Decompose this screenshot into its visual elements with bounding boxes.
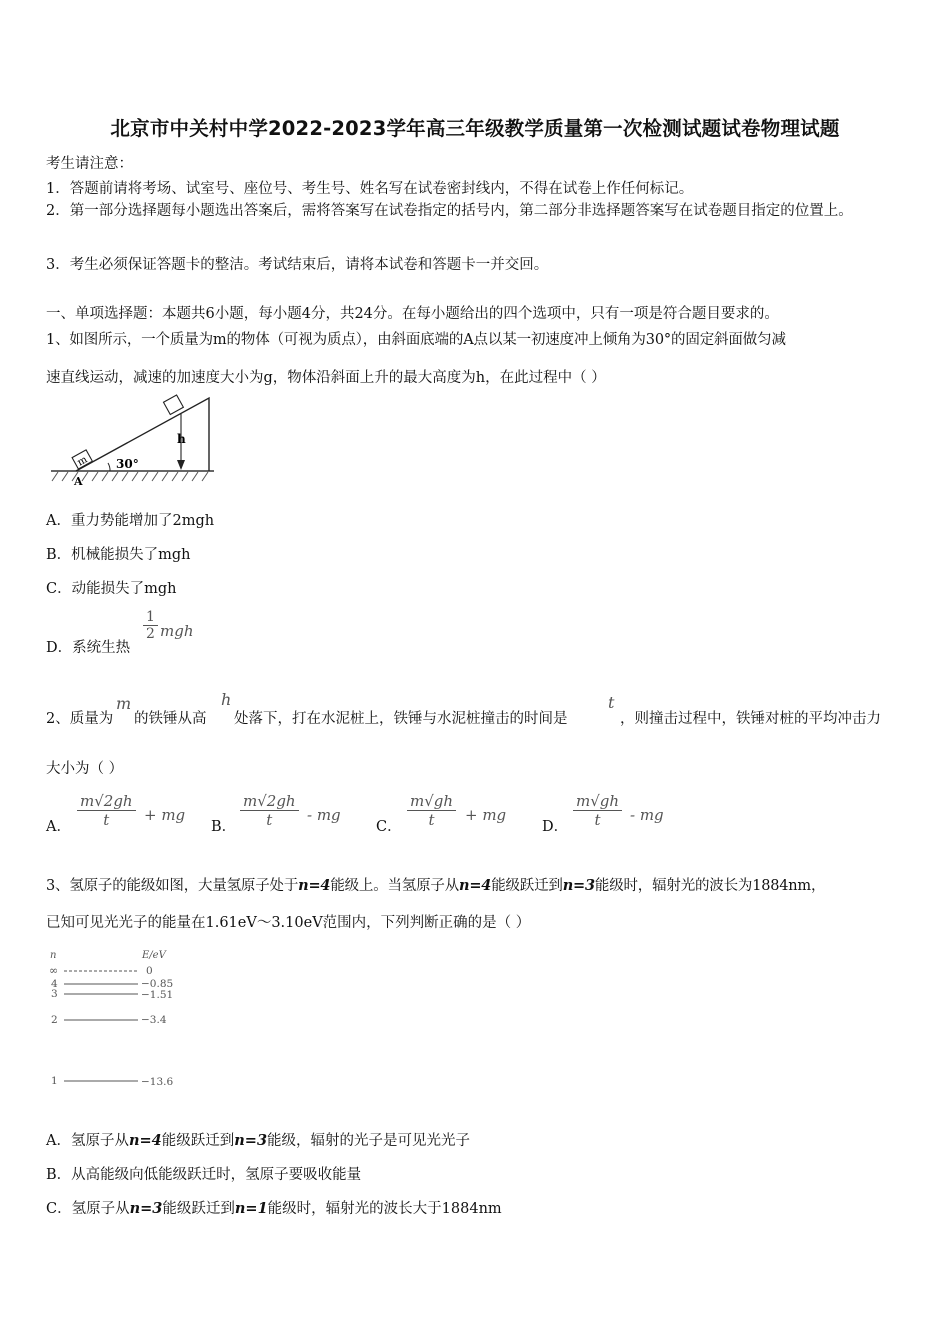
page-title: 北京市中关村中学2022-2023学年高三年级教学质量第一次检测试题试卷物理试题 xyxy=(110,117,840,140)
q1-option-d: D．系统生热 xyxy=(46,640,131,656)
level-2-n: 2 xyxy=(51,1014,58,1026)
level-3-n: 3 xyxy=(51,988,58,1000)
notice-item-2: 2．第一部分选择题每小题选出答案后，需将答案写在试卷指定的括号内，第二部分非选择题答案写在试卷题目指定的位置上。 xyxy=(46,203,853,219)
notice-item-1: 1．答题前请将考场、试室号、座位号、考生号、姓名写在试卷密封线内，不得在试卷上作任何标记。 xyxy=(46,181,694,197)
e-header: E/eV xyxy=(142,950,166,961)
q2-h-symbol: h xyxy=(221,690,232,709)
q3-option-c: C．氢原子从n=3能级跃迁到n=1能级时，辐射光的波长大于1884nm xyxy=(46,1200,502,1217)
level-4-n: 4 xyxy=(51,978,58,990)
level-2-e: −3.4 xyxy=(141,1014,167,1026)
q2-option-a-fraction: $\frac{m√2gh}{t}$ xyxy=(77,792,136,829)
level-1-n: 1 xyxy=(51,1075,58,1087)
q2-option-d-tail: - mg xyxy=(630,806,664,824)
energy-level-diagram xyxy=(46,943,186,1093)
q2-option-c-tail: + mg xyxy=(465,806,507,824)
level-4-e: −0.85 xyxy=(141,978,174,990)
q2-option-c-fraction: $\frac{m√gh}{t}$ xyxy=(407,792,456,829)
q3-stem-line1: 3、氢原子的能级如图，大量氢原子处于n=4能级上。当氢原子从n=4能级跃迁到n=3能级时，辐射光的波长为1884nm， xyxy=(46,877,826,894)
q2-t-symbol: t xyxy=(608,693,615,712)
q3-option-a: A．氢原子从n=4能级跃迁到n=3能级，辐射的光子是可见光光子 xyxy=(46,1132,471,1149)
q1-option-a: A．重力势能增加了2mgh xyxy=(46,513,215,529)
mass-label: m xyxy=(75,454,90,469)
n-header: n xyxy=(50,950,57,961)
level-1-e: −13.6 xyxy=(141,1076,174,1088)
q2-stem-part4: ，则撞击过程中，铁锤对桩的平均冲击力 xyxy=(620,711,881,727)
level-inf-e: 0 xyxy=(146,965,153,977)
notice-heading: 考生请注意： xyxy=(46,156,133,172)
q2-option-d-fraction: $\frac{m√gh}{t}$ xyxy=(573,792,622,829)
q2-option-b-label: B． xyxy=(211,819,237,835)
q1-option-d-tail: mgh xyxy=(160,622,194,640)
q2-m-symbol: m xyxy=(116,694,132,713)
q2-option-d-label: D． xyxy=(542,819,569,835)
q2-option-b-tail: - mg xyxy=(307,806,341,824)
angle-label: 30° xyxy=(116,457,139,471)
level-3-e: −1.51 xyxy=(141,989,174,1001)
q3-stem-line2: 已知可见光光子的能量在1.61eV～3.10eV范围内，下列判断正确的是（ ） xyxy=(46,915,531,931)
q2-stem-line2: 大小为（ ） xyxy=(46,761,124,777)
level-inf-n: ∞ xyxy=(49,964,59,977)
q1-stem-line2: 速直线运动，减速的加速度大小为g，物体沿斜面上升的最大高度为h，在此过程中（ ） xyxy=(46,370,606,386)
section-heading: 一、单项选择题：本题共6小题，每小题4分，共24分。在每小题给出的四个选项中，只有一项是符合题目要求的。 xyxy=(46,306,779,322)
q2-option-b-fraction: $\frac{m√2gh}{t}$ xyxy=(240,792,299,829)
top-mass-box xyxy=(163,395,183,415)
q1-option-d-fraction: $\frac{1}{2}$ xyxy=(143,609,158,642)
q1-option-b: B．机械能损失了mgh xyxy=(46,547,191,563)
q2-option-a-label: A． xyxy=(46,819,71,835)
q1-stem-line1: 1、如图所示，一个质量为m的物体（可视为质点），由斜面底端的A点以某一初速度冲上倾角为30°的固定斜面做匀减 xyxy=(46,332,786,348)
q2-stem-part3: 处落下，打在水泥桩上，铁锤与水泥桩撞击的时间是 xyxy=(234,711,568,727)
height-label: h xyxy=(177,432,186,446)
q2-option-c-label: C． xyxy=(376,819,402,835)
q2-stem-part2: 的铁锤从高 xyxy=(134,711,207,727)
incline-figure xyxy=(46,392,221,490)
notice-item-3: 3．考生必须保证答题卡的整洁。考试结束后，请将本试卷和答题卡一并交回。 xyxy=(46,257,549,273)
point-a-label: A xyxy=(74,475,83,488)
q1-option-c: C．动能损失了mgh xyxy=(46,581,177,597)
q2-option-a-tail: + mg xyxy=(144,806,186,824)
q3-option-b: B．从高能级向低能级跃迁时，氢原子要吸收能量 xyxy=(46,1167,362,1183)
q2-stem-line1: 2、质量为 xyxy=(46,711,114,727)
